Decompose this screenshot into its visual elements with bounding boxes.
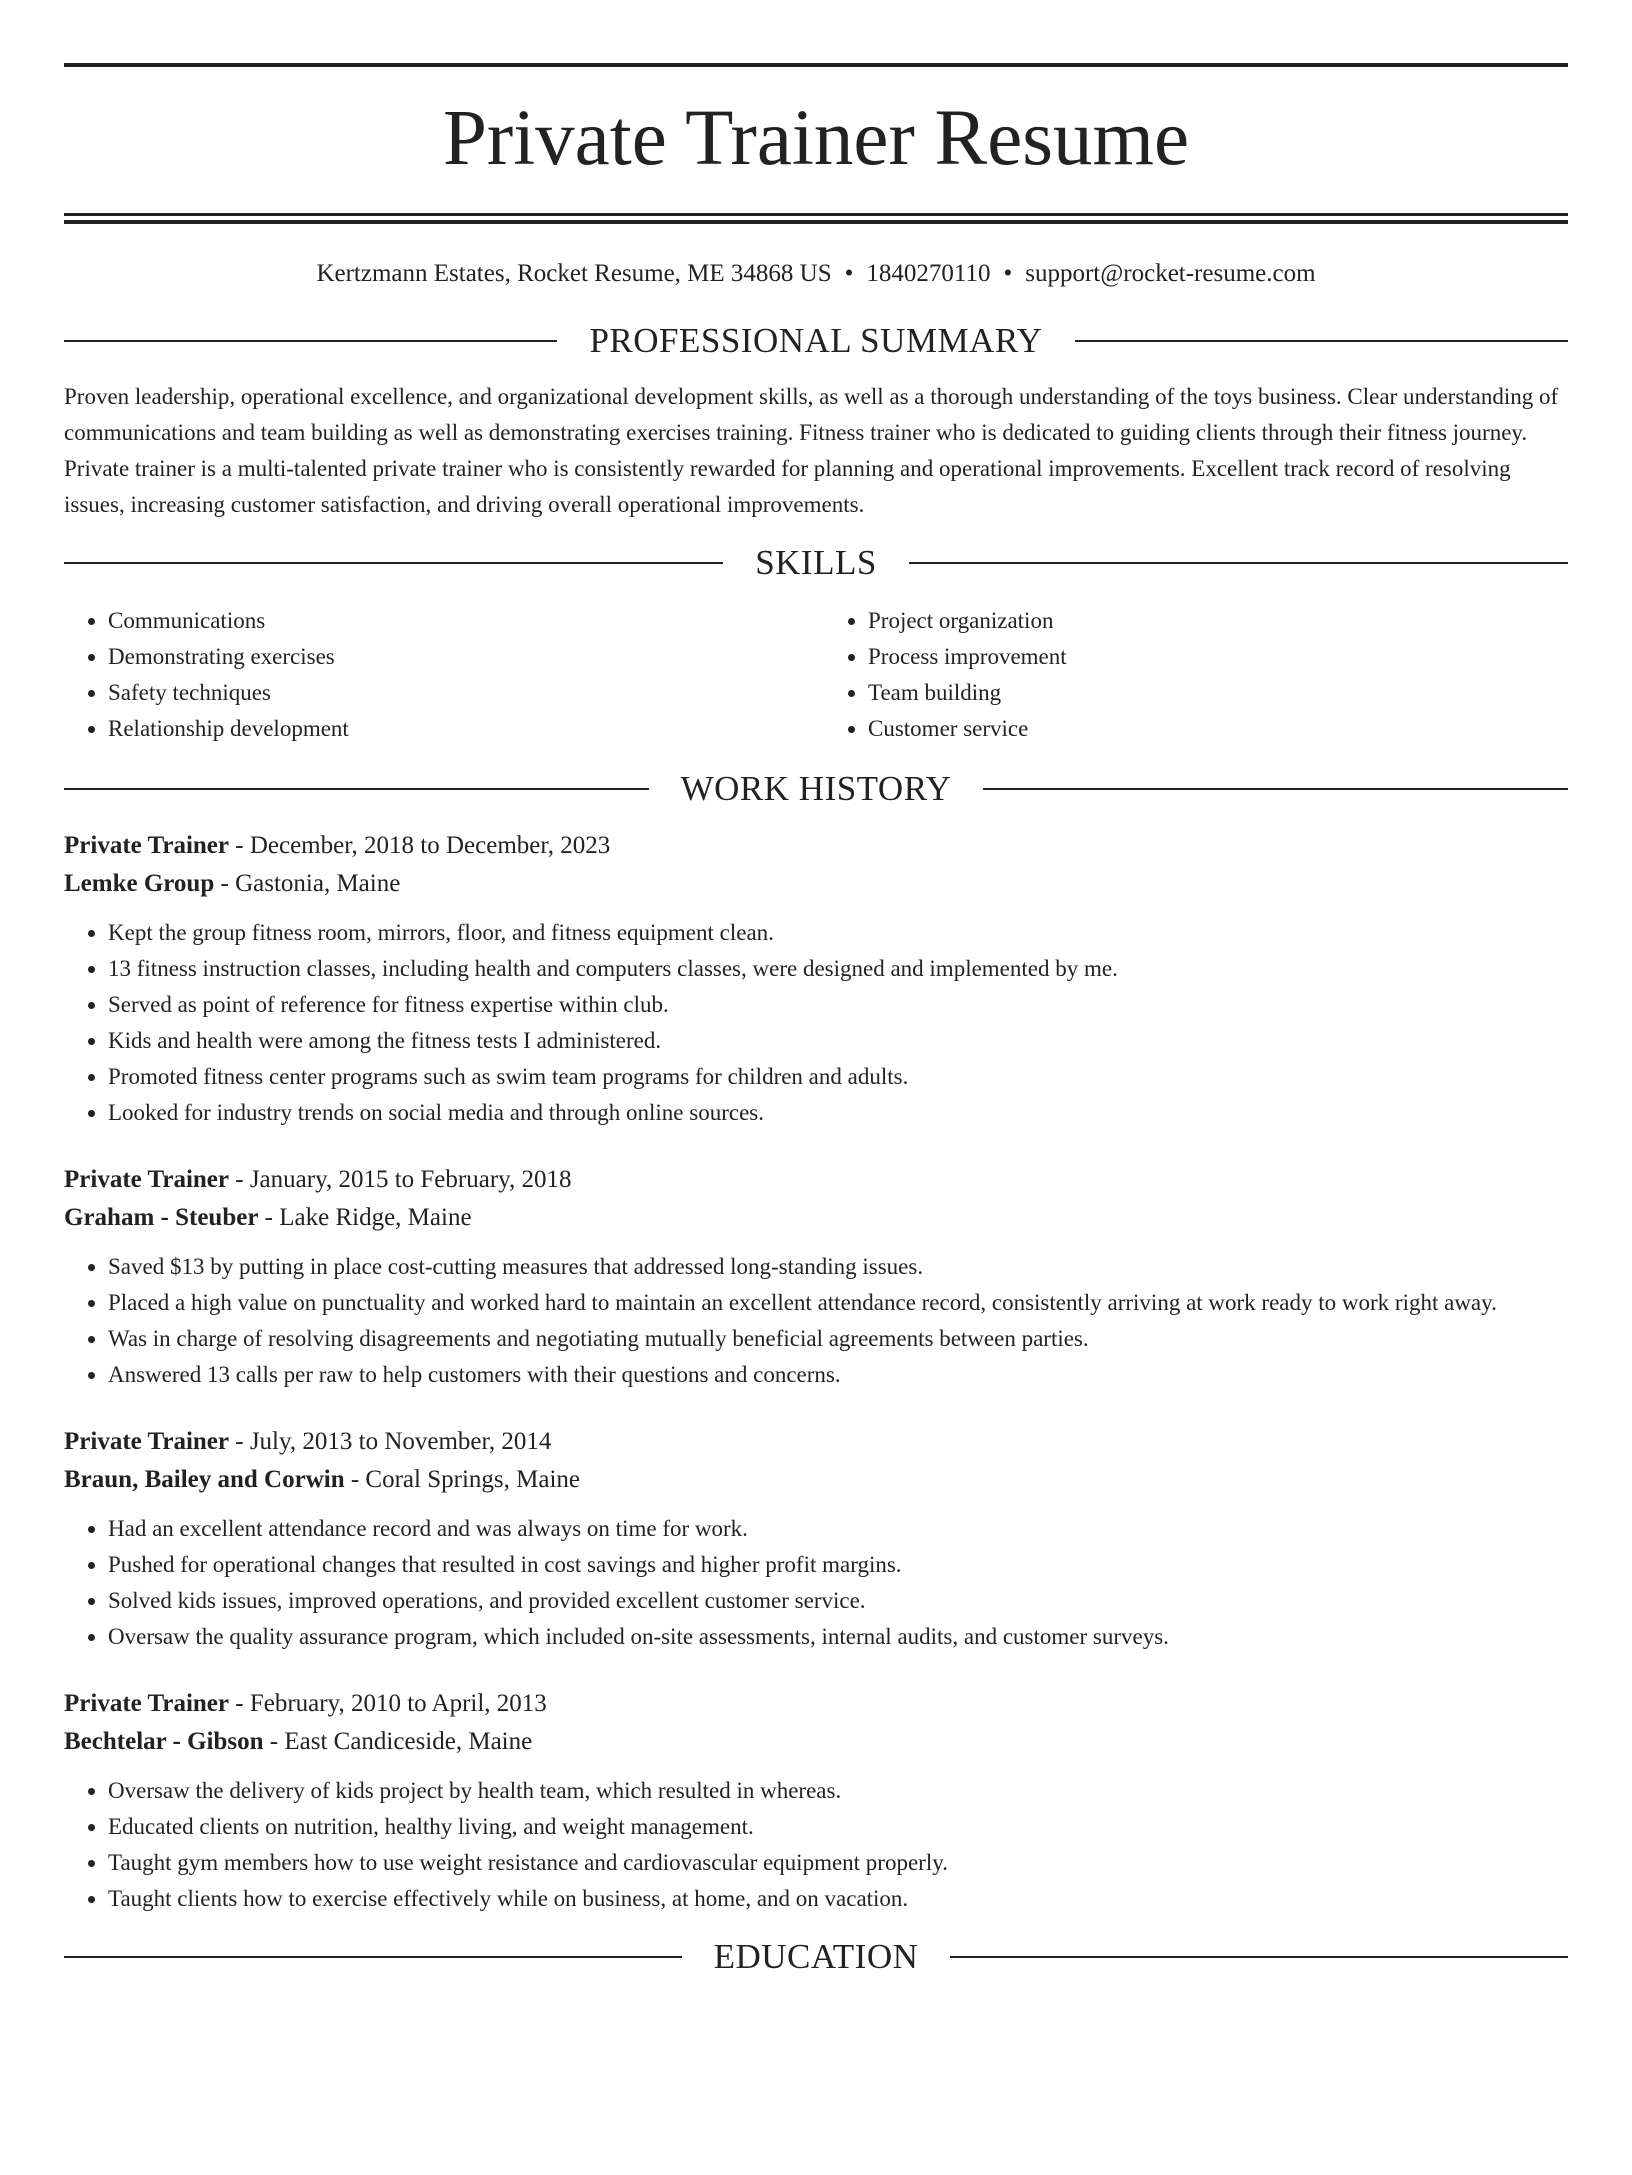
- heading-rule: [64, 1956, 682, 1958]
- work-section-heading: [64, 769, 1568, 809]
- job-duties: [64, 915, 1568, 1131]
- job-company: Graham - Steuber: [64, 1204, 259, 1231]
- skill-item: • Communications: [108, 603, 808, 639]
- duty-item: • Looked for industry trends on social media and through online sources.: [108, 1095, 1568, 1131]
- job-company: Braun, Bailey and Corwin: [64, 1466, 345, 1493]
- duty-item: • Kept the group fitness room, mirrors, floor, and fitness equipment clean.: [108, 915, 1568, 951]
- skills-column-right: [808, 603, 1568, 747]
- job-location: - Coral Springs, Maine: [344, 1466, 580, 1493]
- job-company-line: [64, 1461, 1568, 1499]
- job-entry: [64, 1685, 1568, 1917]
- job-title-line: [64, 1423, 1568, 1461]
- skills-heading: SKILLS: [755, 543, 877, 582]
- contact-separator: •: [844, 260, 854, 287]
- duty-item: • Kids and health were among the fitness tests I administered.: [108, 1023, 1568, 1059]
- skills-list: [64, 603, 1568, 747]
- title-double-rule: [64, 213, 1568, 224]
- duty-item: • Solved kids issues, improved operations, and provided excellent customer service.: [108, 1583, 1568, 1619]
- job-entry: [64, 1161, 1568, 1393]
- job-company-line: [64, 1723, 1568, 1761]
- job-title: Private Trainer: [64, 1428, 229, 1455]
- job-entry: [64, 827, 1568, 1131]
- resume-page: [0, 63, 1632, 2175]
- work-heading: WORK HISTORY: [680, 769, 952, 808]
- job-dates: - February, 2010 to April, 2013: [229, 1690, 547, 1717]
- skill-item: • Customer service: [868, 711, 1568, 747]
- duty-item: • Pushed for operational changes that resulted in cost savings and higher profit margins.: [108, 1547, 1568, 1583]
- job-location: - Lake Ridge, Maine: [258, 1204, 472, 1231]
- summary-text: Proven leadership, operational excellence, and organizational development skills, as well as a thorough understanding of the toys business. Clear understanding of communications and team building as well as demonstrating exercises training. Fitness trainer who is dedicated to guiding clients through their fitness journey. Private trainer is a multi-talented private trainer who is consistently rewarded for planning and operational improvements. Excellent track record of resolving issues, increasing customer satisfaction, and driving overall operational improvements.: [64, 384, 1559, 517]
- education-heading: EDUCATION: [713, 1937, 919, 1976]
- job-duties: [64, 1773, 1568, 1917]
- contact-email: support@rocket-resume.com: [1025, 260, 1316, 287]
- skill-item: • Project organization: [868, 603, 1568, 639]
- contact-line: [64, 259, 1568, 289]
- duty-item: • Was in charge of resolving disagreements and negotiating mutually beneficial agreements between parties.: [108, 1321, 1568, 1357]
- job-title: Private Trainer: [64, 832, 229, 859]
- duty-item: • Oversaw the delivery of kids project by health team, which resulted in whereas.: [108, 1773, 1568, 1809]
- skill-item: • Safety techniques: [108, 675, 808, 711]
- summary-section-heading: [64, 321, 1568, 361]
- skills-column-left: [64, 603, 808, 747]
- job-company: Bechtelar - Gibson: [64, 1728, 264, 1755]
- duty-item: • Answered 13 calls per raw to help customers with their questions and concerns.: [108, 1357, 1568, 1393]
- job-duties: [64, 1511, 1568, 1655]
- job-dates: - January, 2015 to February, 2018: [229, 1166, 572, 1193]
- duty-item: • Oversaw the quality assurance program, which included on-site assessments, internal audits, and customer surveys.: [108, 1619, 1568, 1655]
- duty-item: • Taught gym members how to use weight resistance and cardiovascular equipment properly.: [108, 1845, 1568, 1881]
- heading-rule: [909, 562, 1568, 564]
- duty-item: • Promoted fitness center programs such as swim team programs for children and adults.: [108, 1059, 1568, 1095]
- job-title: Private Trainer: [64, 1166, 229, 1193]
- summary-heading: PROFESSIONAL SUMMARY: [589, 321, 1043, 360]
- contact-separator: •: [1003, 260, 1013, 287]
- job-title-line: [64, 1161, 1568, 1199]
- duty-item: • Placed a high value on punctuality and worked hard to maintain an excellent attendance record, consistently arriving at work ready to work right away.: [108, 1285, 1568, 1321]
- duty-item: • Taught clients how to exercise effectively while on business, at home, and on vacation.: [108, 1881, 1568, 1917]
- duty-item: • Served as point of reference for fitness expertise within club.: [108, 987, 1568, 1023]
- job-dates: - July, 2013 to November, 2014: [229, 1428, 552, 1455]
- job-title-line: [64, 1685, 1568, 1723]
- job-title-line: [64, 827, 1568, 865]
- contact-phone: 1840270110: [866, 260, 991, 287]
- duty-item: • Saved $13 by putting in place cost-cutting measures that addressed long-standing issues.: [108, 1249, 1568, 1285]
- job-entry: [64, 1423, 1568, 1655]
- job-dates: - December, 2018 to December, 2023: [229, 832, 611, 859]
- job-duties: [64, 1249, 1568, 1393]
- job-location: - Gastonia, Maine: [214, 870, 401, 897]
- heading-rule: [1075, 340, 1568, 342]
- heading-rule: [64, 788, 649, 790]
- job-company-line: [64, 1199, 1568, 1237]
- skill-item: • Demonstrating exercises: [108, 639, 808, 675]
- skill-item: • Process improvement: [868, 639, 1568, 675]
- top-rule: [64, 63, 1568, 67]
- page-title: Private Trainer Resume: [442, 95, 1190, 182]
- job-company: Lemke Group: [64, 870, 215, 897]
- duty-item: • 13 fitness instruction classes, including health and computers classes, were designed and implemented by me.: [108, 951, 1568, 987]
- heading-rule: [64, 562, 723, 564]
- job-title: Private Trainer: [64, 1690, 229, 1717]
- skill-item: • Team building: [868, 675, 1568, 711]
- heading-rule: [950, 1956, 1568, 1958]
- heading-rule: [983, 788, 1568, 790]
- skills-section-heading: [64, 543, 1568, 583]
- duty-item: • Had an excellent attendance record and was always on time for work.: [108, 1511, 1568, 1547]
- job-location: - East Candiceside, Maine: [263, 1728, 533, 1755]
- skill-item: • Relationship development: [108, 711, 808, 747]
- job-company-line: [64, 865, 1568, 903]
- contact-address: Kertzmann Estates, Rocket Resume, ME 34868 US: [316, 260, 832, 287]
- duty-item: • Educated clients on nutrition, healthy living, and weight management.: [108, 1809, 1568, 1845]
- heading-rule: [64, 340, 557, 342]
- education-section-heading: [64, 1937, 1568, 1977]
